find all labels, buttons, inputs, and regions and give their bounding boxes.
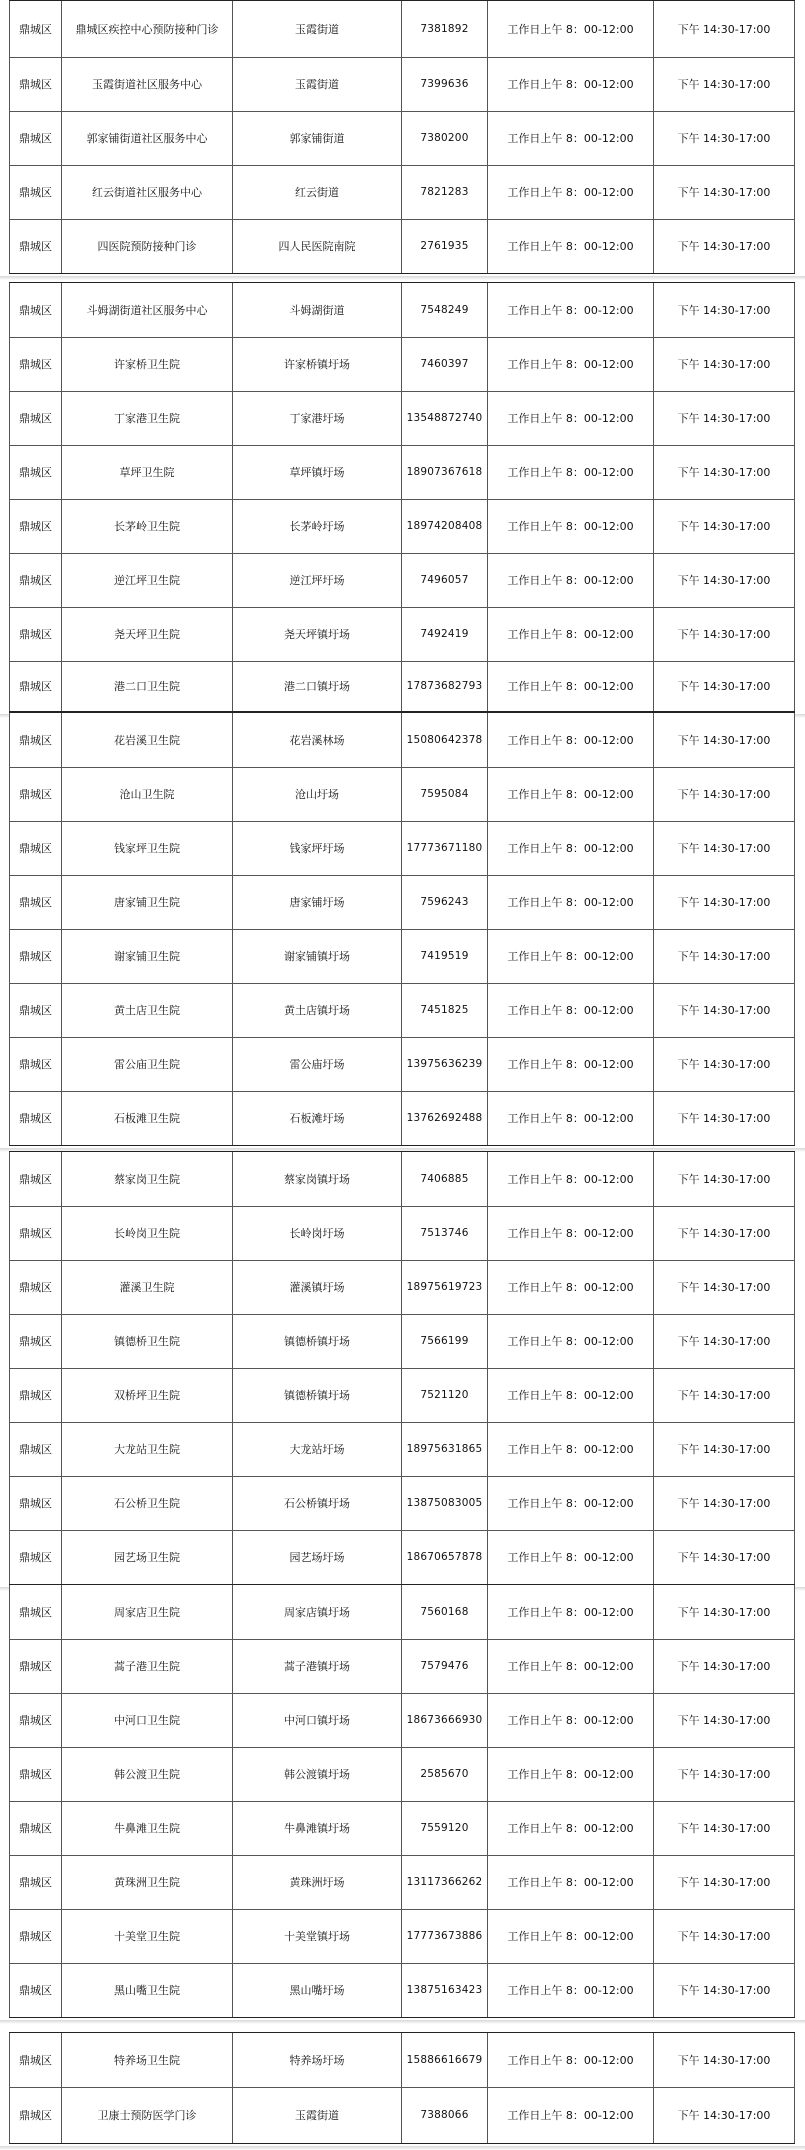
location-cell: 周家店镇圩场	[232, 1585, 401, 1639]
phone-cell: 7596243	[401, 876, 487, 929]
table-row	[9, 499, 795, 553]
location-cell: 谢家铺镇圩场	[232, 930, 401, 983]
table-row	[9, 1693, 795, 1747]
phone-cell: 7513746	[401, 1207, 487, 1260]
location-cell: 花岩溪林场	[232, 713, 401, 767]
clinic-name-cell: 黄珠洲卫生院	[61, 1856, 232, 1909]
morning-hours-cell: 工作日上午 8：00-12:00	[487, 768, 653, 821]
location-cell: 红云街道	[232, 166, 401, 219]
district-cell: 鼎城区	[9, 1369, 61, 1422]
district-cell: 鼎城区	[9, 2033, 61, 2087]
table-row	[9, 1585, 795, 1639]
table-page-block	[9, 0, 795, 274]
afternoon-hours-cell: 下午 14:30-17:00	[653, 662, 795, 711]
clinic-name-cell: 特养场卫生院	[61, 2033, 232, 2087]
location-cell: 沧山圩场	[232, 768, 401, 821]
morning-hours-cell: 工作日上午 8：00-12:00	[487, 554, 653, 607]
afternoon-hours-cell: 下午 14:30-17:00	[653, 1585, 795, 1639]
morning-hours-cell: 工作日上午 8：00-12:00	[487, 500, 653, 553]
morning-hours-cell: 工作日上午 8：00-12:00	[487, 876, 653, 929]
district-cell: 鼎城区	[9, 1531, 61, 1584]
afternoon-hours-cell: 下午 14:30-17:00	[653, 58, 795, 111]
clinic-name-cell: 四医院预防接种门诊	[61, 220, 232, 273]
clinic-name-cell: 逆江坪卫生院	[61, 554, 232, 607]
morning-hours-cell: 工作日上午 8：00-12:00	[487, 166, 653, 219]
table-row	[9, 1368, 795, 1422]
district-cell: 鼎城区	[9, 608, 61, 661]
clinic-name-cell: 镇德桥卫生院	[61, 1315, 232, 1368]
afternoon-hours-cell: 下午 14:30-17:00	[653, 768, 795, 821]
table-row	[9, 553, 795, 607]
table-row	[9, 1855, 795, 1909]
morning-hours-cell: 工作日上午 8：00-12:00	[487, 1092, 653, 1145]
district-cell: 鼎城区	[9, 283, 61, 337]
afternoon-hours-cell: 下午 14:30-17:00	[653, 1369, 795, 1422]
clinic-name-cell: 郭家铺街道社区服务中心	[61, 112, 232, 165]
morning-hours-cell: 工作日上午 8：00-12:00	[487, 1315, 653, 1368]
location-cell: 四人民医院南院	[232, 220, 401, 273]
afternoon-hours-cell: 下午 14:30-17:00	[653, 1, 795, 57]
afternoon-hours-cell: 下午 14:30-17:00	[653, 554, 795, 607]
clinic-name-cell: 石公桥卫生院	[61, 1477, 232, 1530]
afternoon-hours-cell: 下午 14:30-17:00	[653, 1477, 795, 1530]
table-row	[9, 983, 795, 1037]
morning-hours-cell: 工作日上午 8：00-12:00	[487, 1477, 653, 1530]
district-cell: 鼎城区	[9, 446, 61, 499]
district-cell: 鼎城区	[9, 984, 61, 1037]
clinic-name-cell: 草坪卫生院	[61, 446, 232, 499]
afternoon-hours-cell: 下午 14:30-17:00	[653, 500, 795, 553]
morning-hours-cell: 工作日上午 8：00-12:00	[487, 1152, 653, 1206]
table-row	[9, 1747, 795, 1801]
afternoon-hours-cell: 下午 14:30-17:00	[653, 338, 795, 391]
phone-cell: 7460397	[401, 338, 487, 391]
location-cell: 斗姆湖街道	[232, 283, 401, 337]
morning-hours-cell: 工作日上午 8：00-12:00	[487, 58, 653, 111]
morning-hours-cell: 工作日上午 8：00-12:00	[487, 1, 653, 57]
clinic-name-cell: 玉霞街道社区服务中心	[61, 58, 232, 111]
clinic-name-cell: 灌溪卫生院	[61, 1261, 232, 1314]
table-row	[9, 1422, 795, 1476]
district-cell: 鼎城区	[9, 112, 61, 165]
afternoon-hours-cell: 下午 14:30-17:00	[653, 876, 795, 929]
district-cell: 鼎城区	[9, 1585, 61, 1639]
location-cell: 许家桥镇圩场	[232, 338, 401, 391]
location-cell: 港二口镇圩场	[232, 662, 401, 711]
district-cell: 鼎城区	[9, 1207, 61, 1260]
afternoon-hours-cell: 下午 14:30-17:00	[653, 1748, 795, 1801]
phone-cell: 13117366262	[401, 1856, 487, 1909]
phone-cell: 18975631865	[401, 1423, 487, 1476]
table-page-block	[9, 282, 795, 712]
phone-cell: 17873682793	[401, 662, 487, 711]
clinic-name-cell: 港二口卫生院	[61, 662, 232, 711]
phone-cell: 7492419	[401, 608, 487, 661]
district-cell: 鼎城区	[9, 1856, 61, 1909]
table-row	[9, 607, 795, 661]
location-cell: 大龙站圩场	[232, 1423, 401, 1476]
phone-cell: 18670657878	[401, 1531, 487, 1584]
phone-cell: 7560168	[401, 1585, 487, 1639]
phone-cell: 15886616679	[401, 2033, 487, 2087]
table-row	[9, 1909, 795, 1963]
location-cell: 玉霞街道	[232, 58, 401, 111]
table-row	[9, 1314, 795, 1368]
afternoon-hours-cell: 下午 14:30-17:00	[653, 1802, 795, 1855]
clinic-name-cell: 花岩溪卫生院	[61, 713, 232, 767]
location-cell: 特养场圩场	[232, 2033, 401, 2087]
district-cell: 鼎城区	[9, 1802, 61, 1855]
location-cell: 园艺场圩场	[232, 1531, 401, 1584]
table-row	[9, 1206, 795, 1260]
afternoon-hours-cell: 下午 14:30-17:00	[653, 1261, 795, 1314]
morning-hours-cell: 工作日上午 8：00-12:00	[487, 2088, 653, 2143]
afternoon-hours-cell: 下午 14:30-17:00	[653, 930, 795, 983]
location-cell: 十美堂镇圩场	[232, 1910, 401, 1963]
location-cell: 石公桥镇圩场	[232, 1477, 401, 1530]
district-cell: 鼎城区	[9, 1038, 61, 1091]
morning-hours-cell: 工作日上午 8：00-12:00	[487, 713, 653, 767]
district-cell: 鼎城区	[9, 220, 61, 273]
afternoon-hours-cell: 下午 14:30-17:00	[653, 2088, 795, 2143]
district-cell: 鼎城区	[9, 1423, 61, 1476]
table-row	[9, 767, 795, 821]
afternoon-hours-cell: 下午 14:30-17:00	[653, 1531, 795, 1584]
clinic-name-cell: 黄土店卫生院	[61, 984, 232, 1037]
clinic-name-cell: 钱家坪卫生院	[61, 822, 232, 875]
district-cell: 鼎城区	[9, 930, 61, 983]
table-row	[9, 661, 795, 711]
afternoon-hours-cell: 下午 14:30-17:00	[653, 1910, 795, 1963]
location-cell: 逆江坪圩场	[232, 554, 401, 607]
clinic-name-cell: 大龙站卫生院	[61, 1423, 232, 1476]
clinic-name-cell: 卫康士预防医学门诊	[61, 2088, 232, 2143]
table-row	[9, 165, 795, 219]
table-row	[9, 1260, 795, 1314]
phone-cell: 15080642378	[401, 713, 487, 767]
clinic-name-cell: 鼎城区疾控中心预防接种门诊	[61, 1, 232, 57]
morning-hours-cell: 工作日上午 8：00-12:00	[487, 1748, 653, 1801]
location-cell: 玉霞街道	[232, 2088, 401, 2143]
clinic-name-cell: 十美堂卫生院	[61, 1910, 232, 1963]
phone-cell: 18975619723	[401, 1261, 487, 1314]
morning-hours-cell: 工作日上午 8：00-12:00	[487, 1423, 653, 1476]
location-cell: 玉霞街道	[232, 1, 401, 57]
table-row	[9, 1091, 795, 1145]
location-cell: 草坪镇圩场	[232, 446, 401, 499]
afternoon-hours-cell: 下午 14:30-17:00	[653, 166, 795, 219]
afternoon-hours-cell: 下午 14:30-17:00	[653, 1207, 795, 1260]
clinic-name-cell: 中河口卫生院	[61, 1694, 232, 1747]
table-row	[9, 929, 795, 983]
district-cell: 鼎城区	[9, 500, 61, 553]
table-row	[9, 445, 795, 499]
phone-cell: 7521120	[401, 1369, 487, 1422]
district-cell: 鼎城区	[9, 58, 61, 111]
location-cell: 尧天坪镇圩场	[232, 608, 401, 661]
clinic-name-cell: 韩公渡卫生院	[61, 1748, 232, 1801]
table-row	[9, 2033, 795, 2087]
phone-cell: 18673666930	[401, 1694, 487, 1747]
location-cell: 长岭岗圩场	[232, 1207, 401, 1260]
district-cell: 鼎城区	[9, 1477, 61, 1530]
table-row	[9, 283, 795, 337]
phone-cell: 7821283	[401, 166, 487, 219]
afternoon-hours-cell: 下午 14:30-17:00	[653, 446, 795, 499]
location-cell: 长茅岭圩场	[232, 500, 401, 553]
table-page-block	[9, 1151, 795, 1585]
afternoon-hours-cell: 下午 14:30-17:00	[653, 1640, 795, 1693]
location-cell: 雷公庙圩场	[232, 1038, 401, 1091]
clinic-name-cell: 许家桥卫生院	[61, 338, 232, 391]
district-cell: 鼎城区	[9, 1964, 61, 2017]
morning-hours-cell: 工作日上午 8：00-12:00	[487, 662, 653, 711]
location-cell: 中河口镇圩场	[232, 1694, 401, 1747]
afternoon-hours-cell: 下午 14:30-17:00	[653, 1964, 795, 2017]
afternoon-hours-cell: 下午 14:30-17:00	[653, 608, 795, 661]
morning-hours-cell: 工作日上午 8：00-12:00	[487, 2033, 653, 2087]
clinic-name-cell: 周家店卫生院	[61, 1585, 232, 1639]
phone-cell: 18974208408	[401, 500, 487, 553]
district-cell: 鼎城区	[9, 662, 61, 711]
morning-hours-cell: 工作日上午 8：00-12:00	[487, 1910, 653, 1963]
phone-cell: 7399636	[401, 58, 487, 111]
location-cell: 镇德桥镇圩场	[232, 1315, 401, 1368]
location-cell: 郭家铺街道	[232, 112, 401, 165]
phone-cell: 17773673886	[401, 1910, 487, 1963]
clinic-name-cell: 园艺场卫生院	[61, 1531, 232, 1584]
table-row	[9, 821, 795, 875]
afternoon-hours-cell: 下午 14:30-17:00	[653, 112, 795, 165]
afternoon-hours-cell: 下午 14:30-17:00	[653, 1423, 795, 1476]
phone-cell: 7548249	[401, 283, 487, 337]
location-cell: 钱家坪圩场	[232, 822, 401, 875]
district-cell: 鼎城区	[9, 166, 61, 219]
morning-hours-cell: 工作日上午 8：00-12:00	[487, 446, 653, 499]
phone-cell: 7579476	[401, 1640, 487, 1693]
clinic-name-cell: 沧山卫生院	[61, 768, 232, 821]
table-row	[9, 391, 795, 445]
afternoon-hours-cell: 下午 14:30-17:00	[653, 1694, 795, 1747]
clinic-name-cell: 红云街道社区服务中心	[61, 166, 232, 219]
phone-cell: 18907367618	[401, 446, 487, 499]
district-cell: 鼎城区	[9, 338, 61, 391]
table-row	[9, 219, 795, 273]
district-cell: 鼎城区	[9, 822, 61, 875]
phone-cell: 7595084	[401, 768, 487, 821]
afternoon-hours-cell: 下午 14:30-17:00	[653, 713, 795, 767]
afternoon-hours-cell: 下午 14:30-17:00	[653, 220, 795, 273]
afternoon-hours-cell: 下午 14:30-17:00	[653, 1315, 795, 1368]
morning-hours-cell: 工作日上午 8：00-12:00	[487, 930, 653, 983]
location-cell: 蔡家岗镇圩场	[232, 1152, 401, 1206]
clinic-name-cell: 雷公庙卫生院	[61, 1038, 232, 1091]
phone-cell: 13548872740	[401, 392, 487, 445]
clinic-name-cell: 斗姆湖街道社区服务中心	[61, 283, 232, 337]
morning-hours-cell: 工作日上午 8：00-12:00	[487, 338, 653, 391]
phone-cell: 7496057	[401, 554, 487, 607]
afternoon-hours-cell: 下午 14:30-17:00	[653, 822, 795, 875]
table-row	[9, 1963, 795, 2017]
table-row	[9, 57, 795, 111]
table-row	[9, 1639, 795, 1693]
clinic-name-cell: 长茅岭卫生院	[61, 500, 232, 553]
phone-cell: 7388066	[401, 2088, 487, 2143]
table-row	[9, 111, 795, 165]
afternoon-hours-cell: 下午 14:30-17:00	[653, 1092, 795, 1145]
table-page-block	[9, 712, 795, 1146]
morning-hours-cell: 工作日上午 8：00-12:00	[487, 1802, 653, 1855]
district-cell: 鼎城区	[9, 2088, 61, 2143]
table-row	[9, 1037, 795, 1091]
afternoon-hours-cell: 下午 14:30-17:00	[653, 1856, 795, 1909]
table-row	[9, 1530, 795, 1584]
location-cell: 韩公渡镇圩场	[232, 1748, 401, 1801]
clinic-name-cell: 双桥坪卫生院	[61, 1369, 232, 1422]
clinic-name-cell: 长岭岗卫生院	[61, 1207, 232, 1260]
table-row	[9, 2087, 795, 2143]
district-cell: 鼎城区	[9, 1910, 61, 1963]
location-cell: 黑山嘴圩场	[232, 1964, 401, 2017]
clinic-name-cell: 黑山嘴卫生院	[61, 1964, 232, 2017]
afternoon-hours-cell: 下午 14:30-17:00	[653, 1038, 795, 1091]
district-cell: 鼎城区	[9, 392, 61, 445]
location-cell: 唐家铺圩场	[232, 876, 401, 929]
district-cell: 鼎城区	[9, 1694, 61, 1747]
morning-hours-cell: 工作日上午 8：00-12:00	[487, 1640, 653, 1693]
phone-cell: 13875163423	[401, 1964, 487, 2017]
phone-cell: 13762692488	[401, 1092, 487, 1145]
phone-cell: 7381892	[401, 1, 487, 57]
district-cell: 鼎城区	[9, 1092, 61, 1145]
district-cell: 鼎城区	[9, 1748, 61, 1801]
location-cell: 石板滩圩场	[232, 1092, 401, 1145]
table-page-block	[9, 2032, 795, 2144]
table-row	[9, 1801, 795, 1855]
morning-hours-cell: 工作日上午 8：00-12:00	[487, 984, 653, 1037]
afternoon-hours-cell: 下午 14:30-17:00	[653, 2033, 795, 2087]
clinic-name-cell: 唐家铺卫生院	[61, 876, 232, 929]
district-cell: 鼎城区	[9, 1152, 61, 1206]
morning-hours-cell: 工作日上午 8：00-12:00	[487, 1585, 653, 1639]
morning-hours-cell: 工作日上午 8：00-12:00	[487, 1856, 653, 1909]
table-row	[9, 713, 795, 767]
district-cell: 鼎城区	[9, 1640, 61, 1693]
district-cell: 鼎城区	[9, 876, 61, 929]
clinic-name-cell: 蔡家岗卫生院	[61, 1152, 232, 1206]
table-row	[9, 875, 795, 929]
phone-cell: 7380200	[401, 112, 487, 165]
table-page-block	[9, 1584, 795, 2018]
morning-hours-cell: 工作日上午 8：00-12:00	[487, 1531, 653, 1584]
clinic-name-cell: 石板滩卫生院	[61, 1092, 232, 1145]
morning-hours-cell: 工作日上午 8：00-12:00	[487, 220, 653, 273]
phone-cell: 7451825	[401, 984, 487, 1037]
phone-cell: 13975636239	[401, 1038, 487, 1091]
table-row	[9, 1476, 795, 1530]
morning-hours-cell: 工作日上午 8：00-12:00	[487, 1038, 653, 1091]
clinic-name-cell: 谢家铺卫生院	[61, 930, 232, 983]
clinic-name-cell: 蒿子港卫生院	[61, 1640, 232, 1693]
morning-hours-cell: 工作日上午 8：00-12:00	[487, 1964, 653, 2017]
morning-hours-cell: 工作日上午 8：00-12:00	[487, 1694, 653, 1747]
morning-hours-cell: 工作日上午 8：00-12:00	[487, 392, 653, 445]
district-cell: 鼎城区	[9, 1, 61, 57]
location-cell: 蒿子港镇圩场	[232, 1640, 401, 1693]
afternoon-hours-cell: 下午 14:30-17:00	[653, 392, 795, 445]
phone-cell: 7406885	[401, 1152, 487, 1206]
location-cell: 镇德桥镇圩场	[232, 1369, 401, 1422]
district-cell: 鼎城区	[9, 554, 61, 607]
phone-cell: 7419519	[401, 930, 487, 983]
afternoon-hours-cell: 下午 14:30-17:00	[653, 283, 795, 337]
location-cell: 黄珠洲圩场	[232, 1856, 401, 1909]
location-cell: 黄土店镇圩场	[232, 984, 401, 1037]
morning-hours-cell: 工作日上午 8：00-12:00	[487, 283, 653, 337]
morning-hours-cell: 工作日上午 8：00-12:00	[487, 822, 653, 875]
district-cell: 鼎城区	[9, 768, 61, 821]
phone-cell: 17773671180	[401, 822, 487, 875]
morning-hours-cell: 工作日上午 8：00-12:00	[487, 608, 653, 661]
morning-hours-cell: 工作日上午 8：00-12:00	[487, 1261, 653, 1314]
district-cell: 鼎城区	[9, 1315, 61, 1368]
location-cell: 丁家港圩场	[232, 392, 401, 445]
clinic-name-cell: 丁家港卫生院	[61, 392, 232, 445]
table-row	[9, 337, 795, 391]
afternoon-hours-cell: 下午 14:30-17:00	[653, 1152, 795, 1206]
table-row	[9, 1, 795, 57]
district-cell: 鼎城区	[9, 713, 61, 767]
phone-cell: 7559120	[401, 1802, 487, 1855]
district-cell: 鼎城区	[9, 1261, 61, 1314]
phone-cell: 2585670	[401, 1748, 487, 1801]
phone-cell: 7566199	[401, 1315, 487, 1368]
clinic-name-cell: 尧天坪卫生院	[61, 608, 232, 661]
location-cell: 灌溪镇圩场	[232, 1261, 401, 1314]
table-row	[9, 1152, 795, 1206]
location-cell: 牛鼻滩镇圩场	[232, 1802, 401, 1855]
morning-hours-cell: 工作日上午 8：00-12:00	[487, 1207, 653, 1260]
phone-cell: 13875083005	[401, 1477, 487, 1530]
phone-cell: 2761935	[401, 220, 487, 273]
morning-hours-cell: 工作日上午 8：00-12:00	[487, 1369, 653, 1422]
clinic-name-cell: 牛鼻滩卫生院	[61, 1802, 232, 1855]
morning-hours-cell: 工作日上午 8：00-12:00	[487, 112, 653, 165]
afternoon-hours-cell: 下午 14:30-17:00	[653, 984, 795, 1037]
